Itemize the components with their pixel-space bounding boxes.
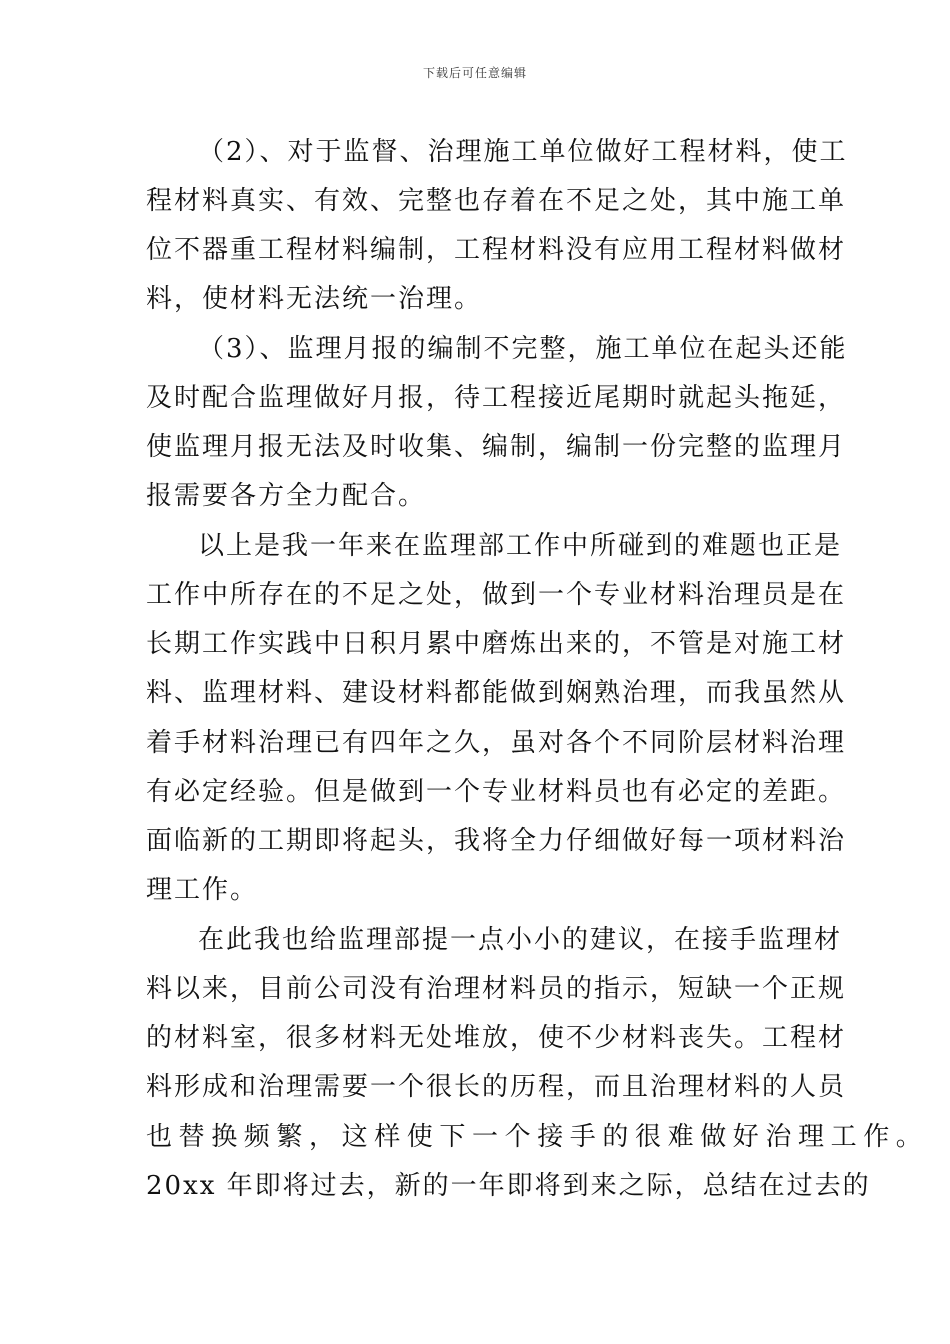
text-line: 以上是我一年来在监理部工作中所碰到的难题也正是 [198,531,843,561]
text-line: 工作中所存在的不足之处，做到一个专业材料治理员是在 [146,580,847,610]
text-line: （3）、监理月报的编制不完整，施工单位在起头还能 [198,334,848,364]
text-line: 有必定经验。但是做到一个专业材料员也有必定的差距。 [146,777,847,807]
text-line: 料、监理材料、建设材料都能做到娴熟治理，而我虽然从 [146,678,847,708]
text-line: 报需要各方全力配合。 [146,481,427,511]
text-line: 面临新的工期即将起头，我将全力仔细做好每一项材料治 [146,826,847,856]
text-line: 的材料室，很多材料无处堆放，使不少材料丧失。工程材 [146,1023,847,1053]
text-line: 料以来，目前公司没有治理材料员的指示，短缺一个正规 [146,974,847,1004]
text-line: 也替换频繁，这样使下一个接手的很难做好治理工作。 [146,1122,929,1152]
text-line: 及时配合监理做好月报，待工程接近尾期时就起头拖延， [146,383,847,413]
text-line: 在此我也给监理部提一点小小的建议，在接手监理材 [198,925,843,955]
text-line: 长期工作实践中日积月累中磨炼出来的，不管是对施工材 [146,629,847,659]
text-line: 程材料真实、有效、完整也存着在不足之处，其中施工单 [146,186,847,216]
text-line: 使监理月报无法及时收集、编制，编制一份完整的监理月 [146,432,847,462]
page-header: 下载后可任意编辑 [422,66,527,80]
text-line: 理工作。 [146,875,259,905]
text-line: 料形成和治理需要一个很长的历程，而且治理材料的人员 [146,1072,847,1102]
text-line: 位不器重工程材料编制，工程材料没有应用工程材料做材 [146,235,847,265]
text-line: 着手材料治理已有四年之久，虽对各个不同阶层材料治理 [146,728,847,758]
text-line: 20xx 年即将过去，新的一年即将到来之际，总结在过去的 [146,1171,871,1201]
text-line: 料，使材料无法统一治理。 [146,284,483,314]
text-line: （2）、对于监督、治理施工单位做好工程材料，使工 [198,137,848,167]
